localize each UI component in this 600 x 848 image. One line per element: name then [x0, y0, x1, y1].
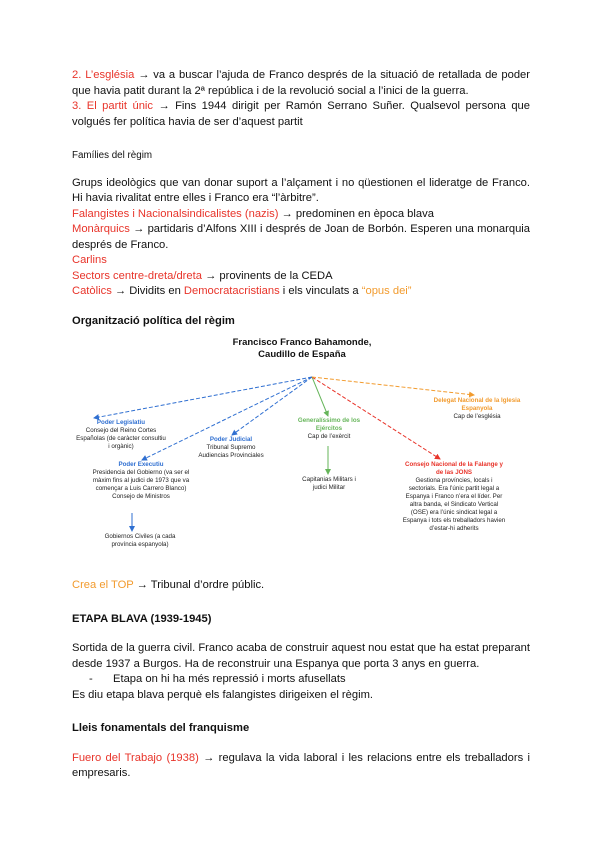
judicial-title: Poder Judicial	[209, 436, 253, 443]
sectors-text: → provinents de la CEDA	[201, 269, 333, 282]
monarquics-text: → partidaris d’Alfons XIII i després de Joan de Borbón. Esperen una monarquia després de Franco.	[72, 223, 530, 251]
arrow-delegat	[312, 377, 474, 395]
legislatiu-title: Poder Legislatiu	[96, 419, 146, 426]
catolics-text-1: → Dividits en	[111, 285, 184, 297]
node-legislatiu	[76, 419, 166, 451]
family-sectors	[72, 269, 530, 285]
crea-top-label: Crea el TOP	[72, 579, 134, 591]
single-party-text: → Fins 1944 dirigit per Ramón Serrano Suñer. Qualsevol persona que volgués fer política havia de ser d’aquest partit	[72, 100, 531, 128]
family-catolics	[72, 284, 530, 300]
organitzacio-title: Organització política del règim	[72, 314, 235, 327]
delegat-title: Delegat Nacional de la Iglesia Espanyola	[433, 397, 521, 412]
node-consejo-nacional	[402, 461, 506, 533]
monarquics-label: Monàrquics	[72, 223, 130, 235]
lleis-title: Lleis fonamentals del franquisme	[72, 722, 250, 734]
node-gobiernos-civiles: Gobiernos Civiles (a cada província espanyola)	[104, 533, 176, 548]
church-text: → va a buscar l’ajuda de Franco després de la situació de retallada de poder que havia patit durant la 2ª república i de la revolució social a l’inici de la guerra.	[72, 69, 531, 97]
generalissimo-title: Generalíssimo de los Ejércitos	[297, 417, 361, 432]
consejo-text: Gestiona províncies, locals i sectorials. Era l’únic partit legal a Espanya i Franco n’era el líder. Per altra banda, el Sindicato Vertical (OSE) era l’únic sindicat legal a Espanya i tots els treballadors havien d’estar-hi adherits	[402, 477, 506, 532]
item-church	[72, 68, 530, 99]
etapa-paragraph: Sortida de la guerra civil. Franco acaba de construir aquest nou estat que ha estat preparant desde 1937 a Burgos. Ha de reconstruir una Espanya que porta 3 anys en guerra.	[72, 642, 530, 670]
document-page	[72, 68, 530, 782]
node-generalissimo	[294, 417, 364, 441]
bullet-dash: -	[89, 673, 93, 685]
sectors-label: Sectors centre-dreta/dreta	[72, 269, 202, 282]
families-intro: Grups ideològics que van donar suport a l’alçament i no qüestionen el lideratge de Franco. Hi havia rivalitat entre elles i Franco era “l’àrbitre”.	[72, 176, 530, 204]
carlins-label: Carlins	[72, 254, 107, 266]
etapa-title: ETAPA BLAVA (1939-1945)	[72, 612, 212, 625]
etapa-bullet	[72, 672, 530, 688]
generalissimo-text: Cap de l’exèrcit	[307, 433, 351, 440]
executiu-title: Poder Executiu	[118, 461, 164, 468]
family-carlins	[72, 253, 530, 269]
opus-dei-label: “opus dei”	[361, 285, 412, 297]
judicial-text: Tribunal Supremo Audiencias Provinciales	[198, 444, 264, 459]
church-label: 2. L’església	[72, 69, 135, 81]
node-judicial	[194, 436, 268, 460]
bullet-text: Etapa on hi ha més repressió i morts afusellats	[113, 673, 346, 685]
democratacristians-label: Democratacristians	[183, 285, 280, 297]
node-delegat	[432, 397, 522, 421]
consejo-title: Consejo Nacional de la Falange y de las JONS	[405, 461, 503, 476]
executiu-text: Presidencia del Gobierno (va ser el màxim fins al judici de 1973 que va començar a Luis Carrero Blanco) Consejo de Ministros	[92, 469, 190, 500]
top-node-line1: Francisco Franco Bahamonde,	[232, 337, 372, 348]
catolics-label: Catòlics	[72, 285, 112, 297]
crea-top	[72, 578, 530, 594]
single-party-label: 3. El partit únic	[72, 100, 153, 112]
arrow-legislatiu	[94, 377, 312, 418]
families-title: Famílies del règim	[72, 150, 153, 161]
etapa-closing: Es diu etapa blava perquè els falangistes dirigeixen el règim.	[72, 688, 373, 701]
fuero-trabajo	[72, 751, 530, 782]
fuero-text: → regulava la vida laboral i les relacions entre els treballadors i empresaris.	[72, 751, 530, 779]
falangistes-text: → predominen en època blava	[278, 207, 434, 220]
family-falangistes	[72, 207, 530, 223]
diagram-top-node	[202, 337, 402, 361]
fuero-label: Fuero del Trabajo (1938)	[72, 751, 199, 764]
node-executiu	[86, 461, 196, 501]
legislatiu-text: Consejo del Reino Cortes Españolas (de caràcter consultiu i orgànic)	[76, 427, 166, 450]
top-node-line2: Caudillo de España	[258, 349, 346, 360]
catolics-text-2: i els vinculats a	[279, 285, 362, 297]
arrow-generalissimo	[312, 377, 328, 416]
crea-top-text: → Tribunal d’ordre públic.	[133, 579, 265, 591]
item-single-party	[72, 99, 530, 130]
falangistes-label: Falangistes i Nacionalsindicalistes (nazis)	[72, 207, 279, 220]
regime-diagram	[72, 335, 530, 568]
family-monarquics	[72, 222, 530, 253]
node-capitanias: Capitanias Militars i judici Militar	[302, 476, 356, 491]
delegat-text: Cap de l’església	[453, 413, 501, 420]
